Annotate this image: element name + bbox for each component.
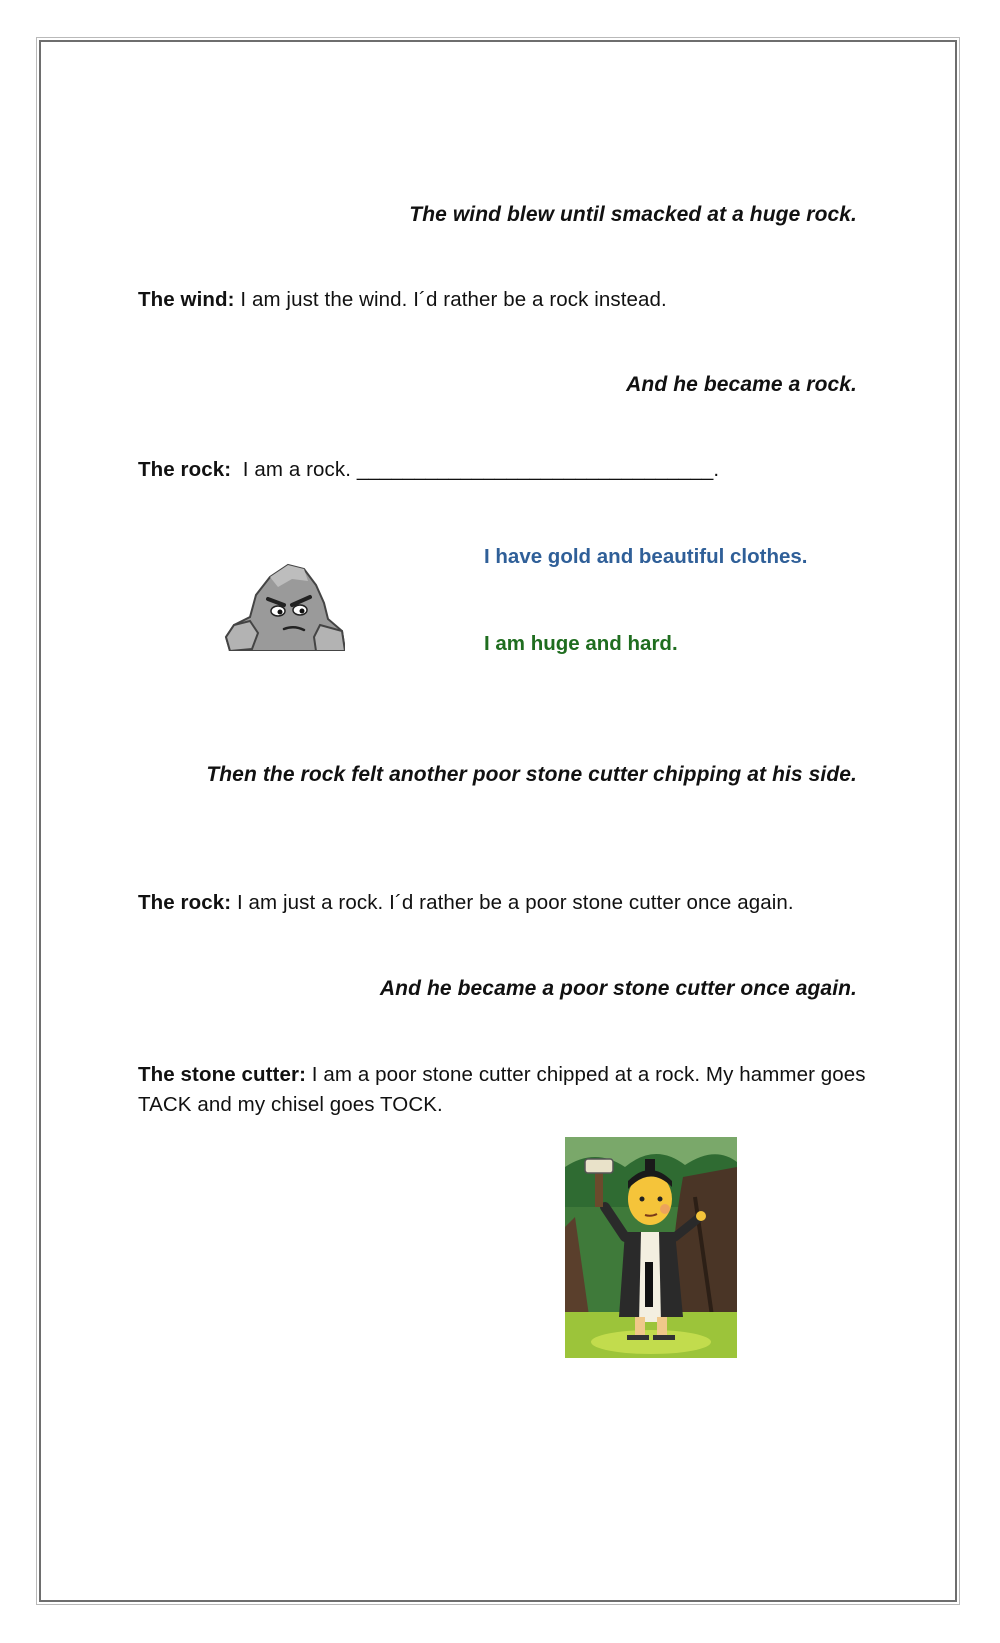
- dialogue-text: I am just a rock. I´d rather be a poor stone cutter once again.: [231, 891, 794, 914]
- narration-became-rock: And he became a rock.: [626, 373, 857, 396]
- dialogue-text: I am just the wind. I´d rather be a rock instead.: [234, 288, 667, 311]
- dialogue-rock-blank: [138, 458, 719, 482]
- dialogue-rock-wish: [138, 891, 794, 915]
- stone-cutter-illustration: [565, 1137, 737, 1358]
- rock-illustration: [220, 555, 345, 651]
- speaker-label: The wind:: [138, 288, 235, 311]
- worksheet-border: [39, 40, 957, 1602]
- choice-huge-hard[interactable]: I am huge and hard.: [484, 632, 678, 655]
- speaker-label: The rock:: [138, 458, 232, 481]
- choice-gold-clothes[interactable]: I have gold and beautiful clothes.: [484, 545, 808, 568]
- narration-wind-smacked: The wind blew until smacked at a huge rock.: [409, 203, 857, 226]
- dialogue-text: I am a poor stone cutter chipped at a rock. My hammer goes TACK and my chisel goes TOCK.: [138, 1063, 866, 1116]
- dialogue-stone-cutter: [138, 1060, 868, 1120]
- narration-became-cutter: And he became a poor stone cutter once again.: [379, 977, 857, 1000]
- fill-in-blank-text: I am a rock. _______________________________.: [231, 458, 720, 481]
- dialogue-wind: [138, 288, 667, 312]
- narration-another-cutter: Then the rock felt another poor stone cutter chipping at his side.: [206, 763, 857, 786]
- speaker-label: The rock:: [138, 891, 232, 914]
- speaker-label: The stone cutter:: [138, 1063, 306, 1086]
